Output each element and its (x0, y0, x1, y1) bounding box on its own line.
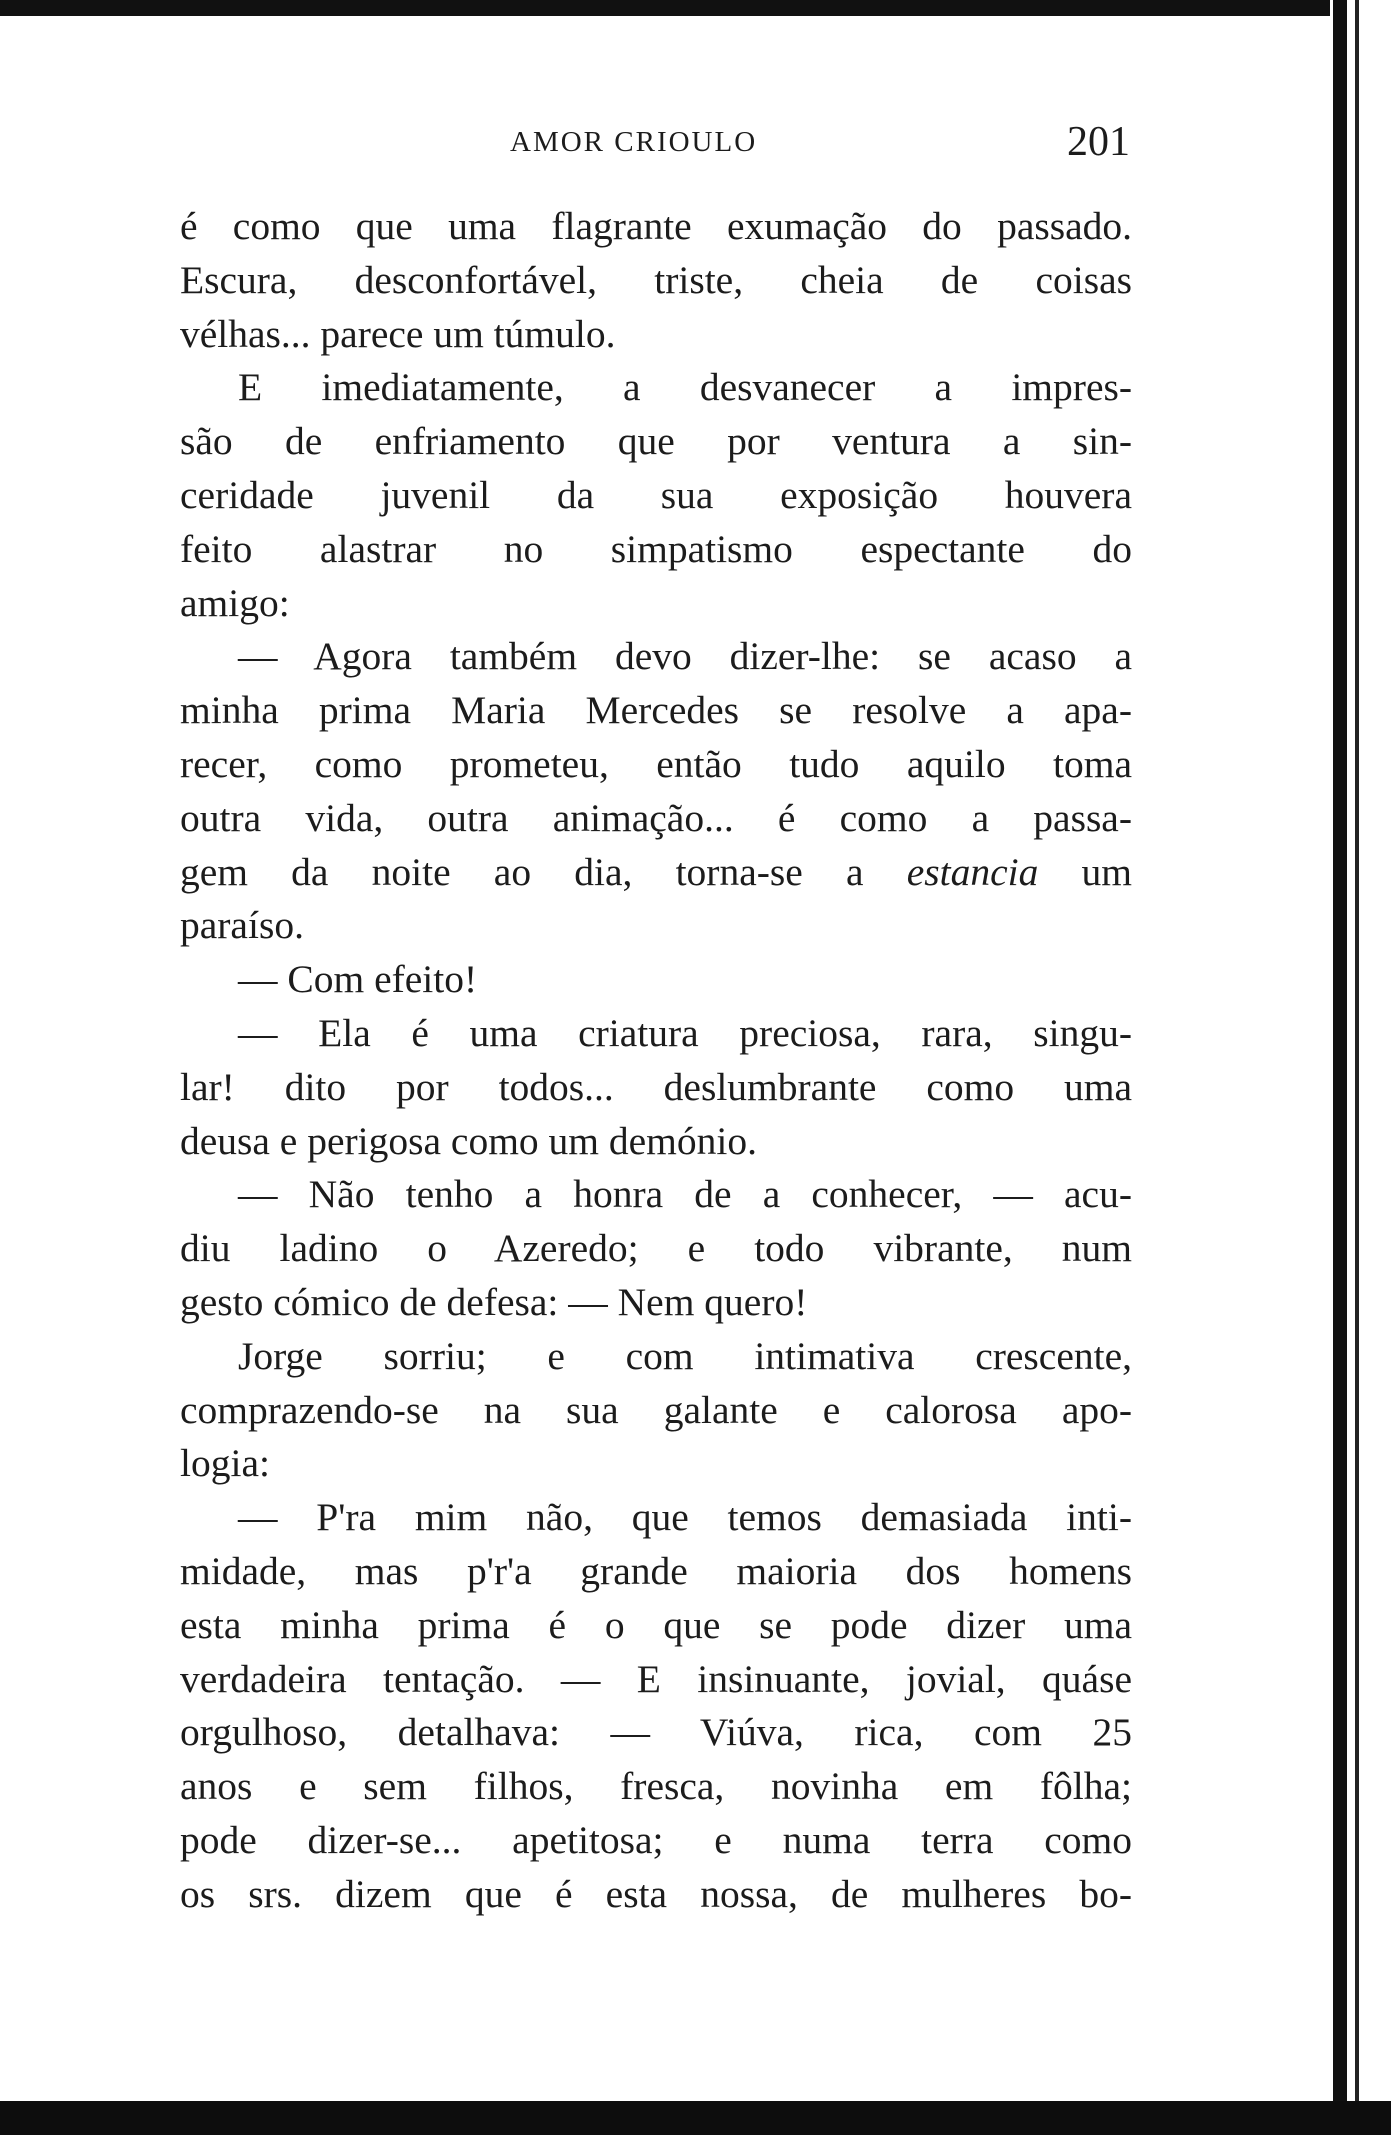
text-line: paraíso. (180, 903, 304, 948)
text-line: lar! dito por todos... deslumbrante como uma (180, 1064, 1132, 1109)
text-line: deusa e perigosa como um demónio. (180, 1118, 757, 1163)
italic-word: estancia (906, 849, 1039, 894)
page-text (180, 200, 1132, 1922)
scan-border-bottom (0, 2101, 1391, 2135)
text-line-with-italic (180, 846, 1132, 900)
text-line: diu ladino o Azeredo; e todo vibrante, num (180, 1226, 1132, 1271)
text-line: — Ela é uma criatura preciosa, rara, singu- (238, 1010, 1132, 1055)
text-line: amigo: (180, 580, 290, 625)
text-line: recer, como prometeu, então tudo aquilo toma (180, 741, 1132, 786)
text-line: outra vida, outra animação... é como a passa- (180, 795, 1132, 840)
text-line: ceridade juvenil da sua exposição houvera (180, 472, 1132, 517)
text-line: — Agora também devo dizer-lhe: se acaso a (238, 634, 1132, 679)
text-fragment: gem da noite ao dia, torna-se a (180, 849, 864, 894)
running-title: AMOR CRIOULO (510, 126, 758, 158)
text-line: verdadeira tentação. — E insinuante, jovial, quáse (180, 1656, 1132, 1701)
text-line: pode dizer-se... apetitosa; e numa terra como (180, 1817, 1132, 1862)
text-line: minha prima Maria Mercedes se resolve a apa- (180, 688, 1132, 733)
text-line: midade, mas p'r'a grande maioria dos homens (180, 1548, 1132, 1593)
text-line: Jorge sorriu; e com intimativa crescente, (238, 1333, 1132, 1378)
text-line: — Não tenho a honra de a conhecer, — acu- (238, 1172, 1132, 1217)
text-line: logia: (180, 1441, 270, 1486)
text-line: são de enfriamento que por ventura a sin- (180, 419, 1132, 464)
text-line: Escura, desconfortável, triste, cheia de coisas (180, 257, 1132, 302)
text-line: vélhas... parece um túmulo. (180, 311, 616, 356)
text-fragment: um (1081, 849, 1133, 894)
page-header (180, 118, 1130, 174)
page-number: 201 (1067, 119, 1130, 165)
scan-border-right (1333, 0, 1391, 2135)
text-line: orgulhoso, detalhava: — Viúva, rica, com 25 (180, 1710, 1132, 1755)
text-line: é como que uma flagrante exumação do passado. (180, 204, 1132, 248)
text-line: esta minha prima é o que se pode dizer uma (180, 1602, 1132, 1647)
text-line: comprazendo-se na sua galante e calorosa apo- (180, 1387, 1132, 1432)
text-line: gesto cómico de defesa: — Nem quero! (180, 1279, 808, 1324)
text-line: E imediatamente, a desvanecer a impres- (238, 365, 1132, 410)
text-line: — Com efeito! (238, 957, 478, 1002)
text-line: anos e sem filhos, fresca, novinha em fôlha; (180, 1764, 1132, 1809)
scan-border-top (0, 0, 1330, 16)
text-line: — P'ra mim não, que temos demasiada inti- (238, 1495, 1132, 1540)
text-line: feito alastrar no simpatismo espectante do (180, 526, 1132, 571)
text-line: os srs. dizem que é esta nossa, de mulheres bo- (180, 1871, 1132, 1916)
